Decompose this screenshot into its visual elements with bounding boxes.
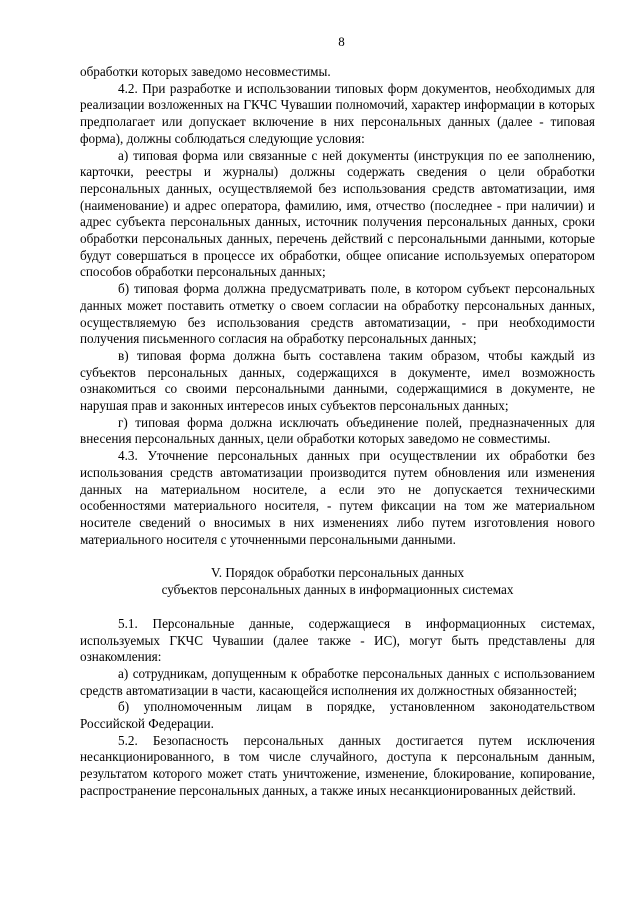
paragraph-4-2: 4.2. При разработке и использовании типовых форм документов, необходимых для реализации возложенных на ГКЧС Чувашии полномочий, характер информации в которых предполагает или допускает включение в них персональных данных (далее - типовая форма), должны соблюдаться следующие условия: — [80, 80, 595, 146]
section-title-line-1: V. Порядок обработки персональных данных — [210, 565, 465, 581]
paragraph-4-2-v: в) типовая форма должна быть составлена таким образом, чтобы каждый из субъектов персональных данных, содержащихся в документе, имел возможность ознакомиться со своими персональными данными, содержащимися в документе, не нарушая прав и законных интересов иных субъектов персональных данных; — [80, 347, 595, 414]
paragraph-4-2-g: г) типовая форма должна исключать объединение полей, предназначенных для внесения персональных данных, цели обработки которых заведомо не совместимы. — [80, 414, 595, 447]
page-number: 8 — [338, 34, 345, 49]
section-title-line-2: субъектов персональных данных в информационных системах — [161, 582, 514, 598]
paragraph-5-1-a: а) сотрудникам, допущенным к обработке персональных данных с использованием средств автоматизации в части, касающейся исполнения их должностных обязанностей; — [80, 665, 595, 698]
paragraph-5-2: 5.2. Безопасность персональных данных достигается путем исключения несанкционированного, в том числе случайного, доступа к персональным данным, результатом которого может стать уничтожение, изменение, блокирование, копирование, распространение персональных данных, а также иных несанкционированных действий. — [80, 732, 595, 798]
paragraph-4-3: 4.3. Уточнение персональных данных при осуществлении их обработки без использования средств автоматизации производится путем обновления или изменения данных на материальном носителе, а если это не допускается техническими особенностями материального носителя, - путем фиксации на том же материальном носителе сведений о вносимых в них изменениях либо путем изготовления нового материального носителя с уточненными персональными данными. — [80, 448, 595, 547]
paragraph-continuation: обработки которых заведомо несовместимы. — [80, 64, 331, 79]
section-heading — [80, 565, 595, 598]
paragraph-4-2-b: б) типовая форма должна предусматривать поле, в котором субъект персональных данных может поставить отметку о своем согласии на обработку персональных данных, осуществляемую без использования средств автоматизации, - при необходимости получения письменного согласия на обработку персональных данных; — [80, 281, 595, 347]
paragraph-5-1: 5.1. Персональные данные, содержащиеся в информационных системах, используемых ГКЧС Чувашии (далее также - ИС), могут быть представлены для ознакомления: — [80, 615, 595, 665]
paragraph-4-2-a: а) типовая форма или связанные с ней документы (инструкция по ее заполнению, карточки, реестры и журналы) должны содержать сведения о цели обработки персональных данных, осуществляемой без использования средств автоматизации, имя (наименование) и адрес оператора, фамилию, имя, отчество (последнее - при наличии) и адрес субъекта персональных данных, источник получения персональных данных, сроки обработки персональных данных, перечень действий с персональными данными, которые будут совершаться в процессе их обработки, общее описание используемых оператором способов обработки персональных данных; — [80, 147, 595, 280]
document-page — [80, 34, 595, 800]
paragraph-5-1-b: б) уполномоченным лицам в порядке, установленном законодательством Российской Федерации. — [80, 699, 595, 732]
